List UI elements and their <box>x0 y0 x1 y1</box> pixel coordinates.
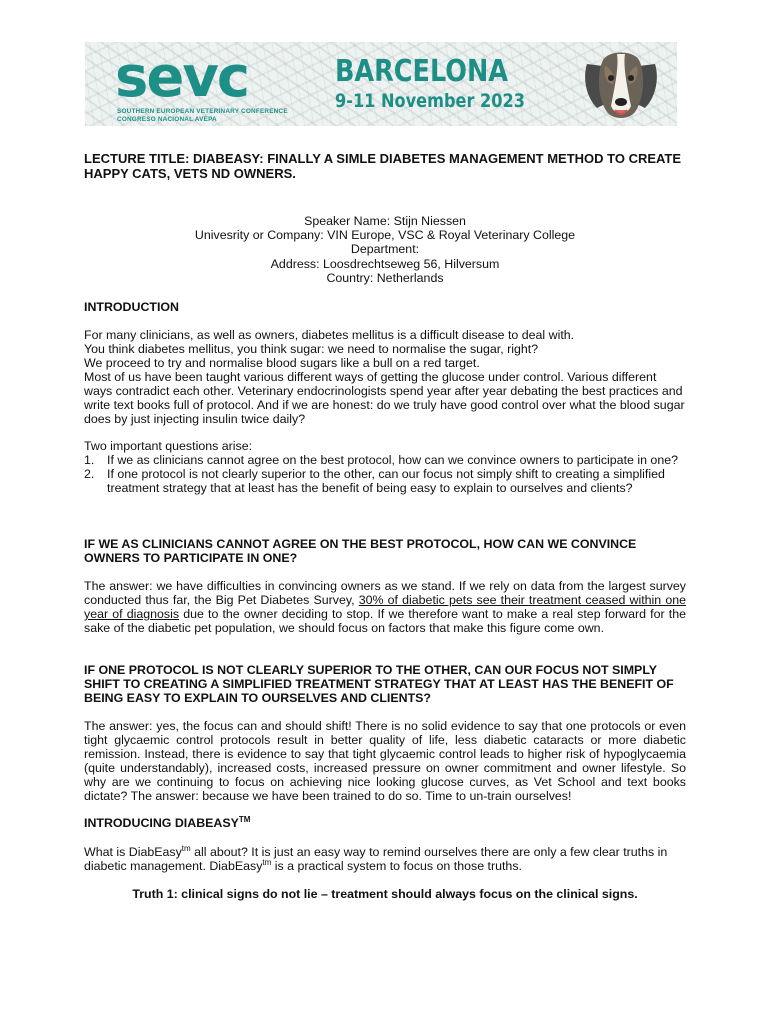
truth-1: Truth 1: clinical signs do not lie – treatment should always focus on the clinical signs. <box>132 887 638 901</box>
section1-paragraph <box>84 579 686 635</box>
section1-text-end: due to the owner deciding to stop. If we therefore want to make a real step forward for the sake of the diabetic pet population, we should focus on factors that make this figure come own. <box>84 607 686 635</box>
section2-heading: IF ONE PROTOCOL IS NOT CLEARLY SUPERIOR TO THE OTHER, CAN OUR FOCUS NOT SIMPLY SHIFT TO CREATING A SIMPLIFIED TREATMENT STRATEGY THAT AT LEAST HAS THE BENEFIT OF BEING EASY TO EXPLAIN TO OURSELVES AND CLIENTS? <box>84 663 674 705</box>
event-city: BARCELONA <box>335 54 509 89</box>
list-number: 2. <box>84 467 95 481</box>
sevc-logo <box>115 45 288 123</box>
event-info <box>335 56 559 112</box>
sevc-logo-subtitle-2: CONGRESO NACIONAL AVEPA <box>117 116 217 123</box>
list-text: If one protocol is not clearly superior to the other, can our focus not simply shift to creating a simplified treatment strategy that at least has the benefit of being easy to explain to ourselves and clients? <box>107 467 665 495</box>
tm-sup: tm <box>262 857 272 867</box>
section3-paragraph <box>84 845 686 873</box>
lecture-title: LECTURE TITLE: DIABEASY: FINALLY A SIMLE DIABETES MANAGEMENT METHOD TO CREATE HAPPY CATS, VETS ND OWNERS. <box>84 151 682 181</box>
questions-block <box>84 439 686 495</box>
speaker-block <box>84 214 686 285</box>
intro-heading: INTRODUCTION <box>84 300 179 314</box>
section3-heading-text: INTRODUCING DIABEASY <box>84 816 239 830</box>
intro-lines <box>84 328 686 426</box>
questions-intro: Two important questions arise: <box>84 439 253 453</box>
section3-text: What is DiabEasy <box>84 845 182 859</box>
list-text: If we as clinicians cannot agree on the best protocol, how can we convince owners to participate in one? <box>107 453 678 467</box>
trademark-sup: TM <box>238 814 251 824</box>
section2-paragraph: The answer: yes, the focus can and should shift! There is no solid evidence to say that one protocols or even tight glycaemic control protocols result in better quality of life, less diabetic cataracts or more diabetic remission. Instead, there is evidence to say that tight glycaemic control leads to higher risk of hypoglycaemia (quite understandably), increased costs, increased pressure on owner commitment and owner lifestyle. So why are we continuing to focus on achieving nice looking glucose curves, as Vet School and text books dictate? The answer: because we have been trained to do so. Time to un-train ourselves! <box>84 719 686 803</box>
dog-illustration-icon <box>575 46 667 124</box>
intro-line: We proceed to try and normalise blood sugars like a bull on a red target. <box>84 356 480 370</box>
event-dates: 9-11 November 2023 <box>335 90 526 112</box>
intro-paragraph: Most of us have been taught various different ways of getting the glucose under control. Various different ways contradict each other. Veterinary endocrinologists spend year after year debating the best practices and write text books full of protocol. And if we are honest: do we truly have good control over what the blood sugar does by just injecting insulin twice daily? <box>84 370 685 426</box>
list-item <box>84 467 686 495</box>
speaker-department: Department: <box>350 242 420 257</box>
speaker-name: Speaker Name: Stijn Niessen <box>304 214 466 228</box>
section3-heading <box>84 816 686 830</box>
section3-text: all about? It is just an easy way to remind ourselves there are only a few clear truths in diabetic management. DiabEasy <box>84 845 668 873</box>
section1-heading: IF WE AS CLINICIANS CANNOT AGREE ON THE BEST PROTOCOL, HOW CAN WE CONVINCE OWNERS TO PARTICIPATE IN ONE? <box>84 537 637 565</box>
sevc-logo-subtitle: SOUTHERN EUROPEAN VETERINARY CONFERENCE <box>117 108 288 115</box>
list-number: 1. <box>84 453 95 467</box>
speaker-country: Country: Netherlands <box>326 270 444 285</box>
speaker-address: Address: Loosdrechtseweg 56, Hilversum <box>270 256 500 271</box>
tm-sup: tm <box>181 843 191 853</box>
section3-text: is a practical system to focus on those truths. <box>271 859 522 873</box>
intro-line: You think diabetes mellitus, you think sugar: we need to normalise the sugar, right? <box>84 342 539 356</box>
section1-text: The answer: we have difficulties in convincing owners as we stand. If we rely on data from the largest survey conducted thus far, the Big Pet Diabetes Survey, <box>84 579 686 607</box>
section1-underlined-stat: 30% of diabetic pets see their treatment ceased within one year of diagnosis <box>84 593 686 621</box>
questions-list <box>84 453 686 495</box>
sevc-logo-text: sevc <box>115 45 249 110</box>
speaker-company: Univesrity or Company: VIN Europe, VSC & Royal Veterinary College <box>194 228 576 243</box>
list-item <box>84 453 686 467</box>
conference-banner <box>85 42 677 126</box>
intro-line: For many clinicians, as well as owners, diabetes mellitus is a difficult disease to deal with. <box>84 328 575 342</box>
